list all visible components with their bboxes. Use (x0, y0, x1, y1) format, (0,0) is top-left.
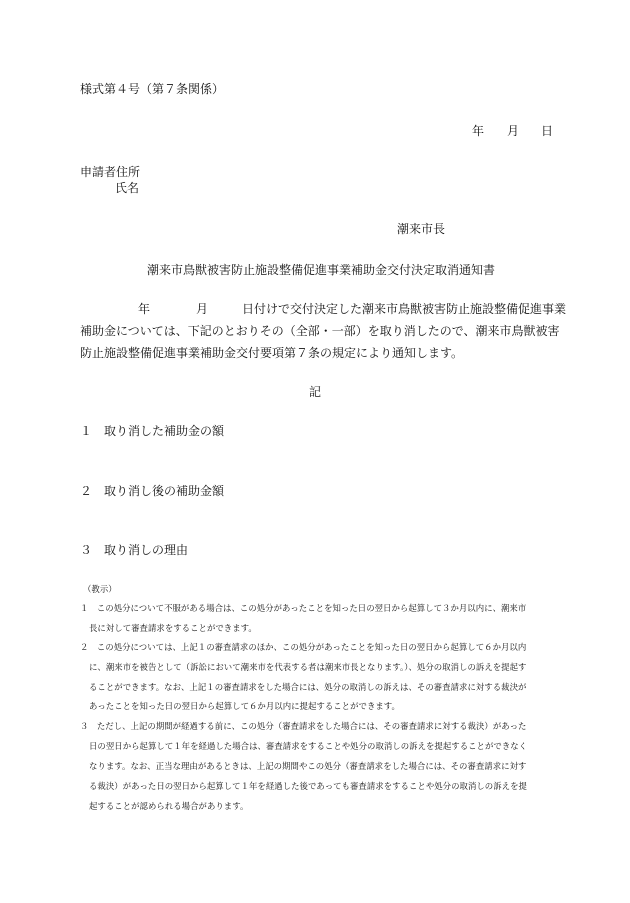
item-3 (80, 543, 188, 557)
notice-heading: （教示） (83, 584, 117, 594)
notice-line: に、潮来市を被告として（訴訟において潮来市を代表する者は潮来市長となります。）、処分の取消しの訴えを提起す (89, 662, 527, 672)
form-number: 様式第４号（第７条関係） (80, 82, 225, 96)
item-3-number: ３ (80, 543, 93, 557)
issuer-name: 潮来市長 (397, 222, 446, 236)
item-2-number: ２ (80, 484, 93, 498)
notice-line: あったことを知った日の翌日から起算して６か月以内に提起することができます。 (89, 701, 400, 711)
notice-line: 日の翌日から起算して１年を経過した場合は、審査請求をすることや処分の取消しの訴えを提起することができなく (89, 741, 528, 751)
document-title: 潮来市鳥獣被害防止施設整備促進事業補助金交付決定取消通知書 (147, 263, 496, 277)
notice-line: なります。なお、正当な理由があるときは、上記の期間やこの処分（審査請求をした場合には、その審査請求に対す (89, 761, 527, 771)
body-month-label: 月 (196, 302, 209, 316)
body-line-1-text: 日付けで交付決定した潮来市鳥獣被害防止施設整備促進事業 (242, 302, 567, 316)
body-line-2: 補助金については、下記のとおりその（全部・一部）を取り消したので、潮来市鳥獣被害 (80, 324, 560, 338)
body-year-label: 年 (138, 302, 151, 316)
item-2 (80, 484, 224, 498)
applicant-address-label: 申請者住所 (80, 165, 141, 179)
item-1-number: １ (80, 424, 93, 438)
body-line-3: 防止施設整備促進事業補助金交付要項第７条の規定により通知します。 (80, 346, 464, 360)
applicant-name-label: 氏名 (115, 181, 140, 195)
item-2-text: 取り消し後の補助金額 (104, 484, 225, 498)
item-1 (80, 424, 224, 438)
date-day-label: 日 (541, 124, 554, 138)
notice-line: 長に対して審査請求をすることができます。 (89, 623, 257, 633)
item-3-text: 取り消しの理由 (104, 543, 189, 557)
notice-line: １ この処分について不服がある場合は、この処分があったことを知った日の翌日から起算して３か月以内に、潮来市 (80, 603, 527, 613)
date-month-label: 月 (507, 124, 520, 138)
notice-line: 起することが認められる場合があります。 (89, 801, 249, 811)
notice-line: ２ この処分については、上記１の審査請求のほか、この処分があったことを知った日の翌日から起算して６か月以内 (80, 642, 527, 652)
ki-heading: 記 (309, 385, 322, 399)
date-year-label: 年 (472, 124, 485, 138)
body-line-1 (80, 302, 566, 316)
item-1-text: 取り消した補助金の額 (104, 424, 225, 438)
notice-line: ３ ただし、上記の期間が経過する前に、この処分（審査請求をした場合には、その審査請求に対する裁決）があった (80, 721, 527, 731)
notice-line: ることができます。なお、上記１の審査請求をした場合には、処分の取消しの訴えは、その審査請求に対する裁決が (89, 682, 527, 692)
notice-line: る裁決）があった日の翌日から起算して１年を経過した後であっても審査請求をすることや処分の取消しの訴えを提 (89, 781, 527, 791)
